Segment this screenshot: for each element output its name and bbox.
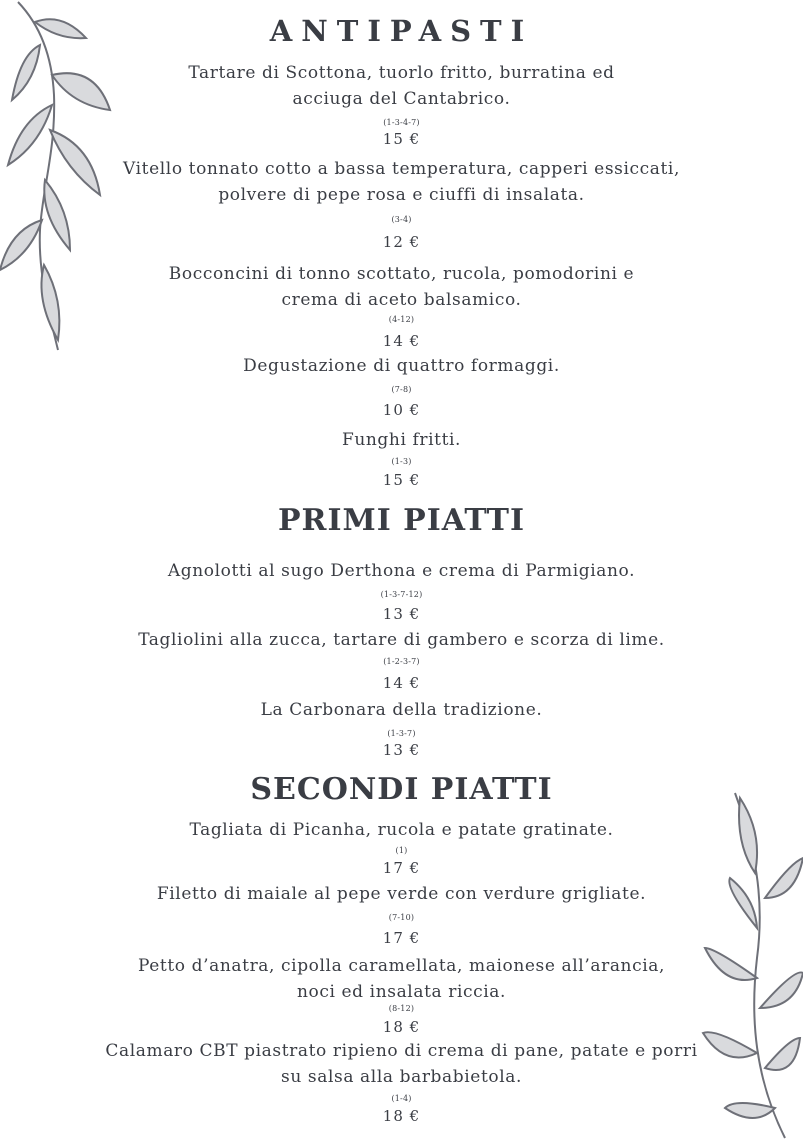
dish-allergens: (1-3-7): [387, 729, 416, 738]
dish-price: 18 €: [382, 1018, 421, 1036]
dish-line: Tagliata di Picanha, rucola e patate gratinate.: [189, 820, 614, 840]
dish-line: Funghi fritti.: [341, 430, 462, 450]
dish-price: 15 €: [382, 471, 421, 489]
dish-price: 12 €: [382, 233, 421, 251]
dish-price: 14 €: [382, 674, 421, 692]
dish-line: Petto d’anatra, cipolla caramellata, maionese all’arancia,: [138, 956, 665, 976]
dish-allergens: (1-4): [391, 1094, 412, 1103]
dish-line: Agnolotti al sugo Derthona e crema di Parmigiano.: [167, 561, 636, 581]
dish-price: 13 €: [382, 741, 421, 759]
dish-price: 17 €: [382, 929, 421, 947]
dish-allergens: (7-10): [388, 913, 415, 922]
dish-line: su salsa alla barbabietola.: [281, 1067, 522, 1087]
dish-price: 18 €: [382, 1107, 421, 1125]
dish-allergens: (3-4): [391, 215, 412, 224]
section-title-secondi-piatti: SECONDI PIATTI: [250, 772, 553, 807]
dish-line: Calamaro CBT piastrato ripieno di crema di pane, patate e porri: [105, 1041, 698, 1061]
dish-allergens: (4-12): [388, 315, 415, 324]
dish-line: La Carbonara della tradizione.: [260, 700, 543, 720]
section-title-primi-piatti: PRIMI PIATTI: [277, 503, 526, 538]
dish-price: 10 €: [382, 401, 421, 419]
dish-line: polvere di pepe rosa e ciuffi di insalata.: [218, 185, 585, 205]
dish-price: 14 €: [382, 332, 421, 350]
dish-line: noci ed insalata riccia.: [296, 982, 507, 1002]
dish-allergens: (7-8): [391, 385, 412, 394]
dish-allergens: (1-3-7-12): [380, 590, 423, 599]
dish-allergens: (1-3-4-7): [383, 118, 420, 127]
dish-line: acciuga del Cantabrico.: [292, 89, 511, 109]
dish-line: Tagliolini alla zucca, tartare di gambero e scorza di lime.: [138, 630, 665, 650]
section-title-antipasti: ANTIPASTI: [269, 14, 534, 48]
dish-line: Tartare di Scottona, tuorlo fritto, burratina ed: [188, 63, 615, 83]
dish-line: Bocconcini di tonno scottato, rucola, pomodorini e: [168, 264, 635, 284]
dish-allergens: (8-12): [388, 1004, 415, 1013]
dish-line: Filetto di maiale al pepe verde con verdure grigliate.: [156, 884, 647, 904]
dish-allergens: (1-2-3-7): [383, 657, 420, 666]
dish-line: crema di aceto balsamico.: [281, 290, 522, 310]
dish-allergens: (1): [395, 846, 408, 855]
dish-line: Vitello tonnato cotto a bassa temperatura, capperi essiccati,: [123, 159, 680, 179]
dish-price: 13 €: [382, 605, 421, 623]
dish-price: 15 €: [382, 130, 421, 148]
dish-line: Degustazione di quattro formaggi.: [243, 356, 560, 376]
dish-price: 17 €: [382, 859, 421, 877]
dish-allergens: (1-3): [391, 457, 412, 466]
